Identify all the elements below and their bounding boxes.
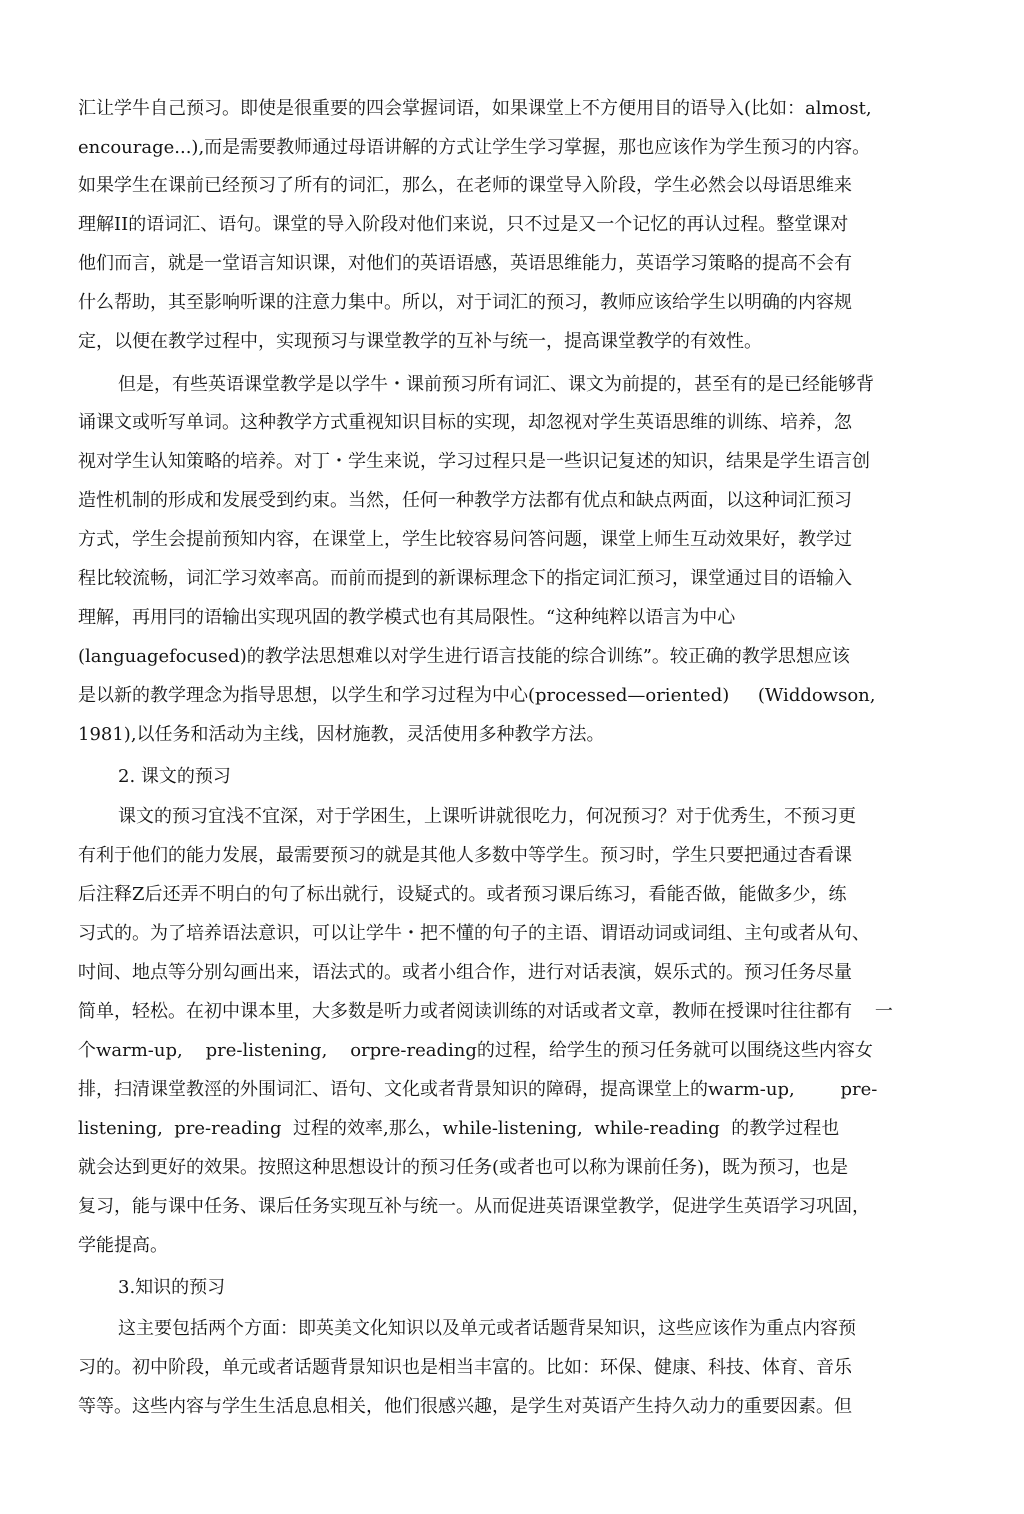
section-heading-3: 3.知识的预习: [118, 1277, 226, 1298]
section-heading-2: 2. 课文的预习: [118, 766, 231, 787]
text-line-29: 复习，能与课中任务、课后任务实现互补与统一。从而促进英语课堂教学，促进学生英语学习巩固，: [78, 1196, 870, 1217]
text-line-15: (languagefocused)的教学法思想难以对学生进行语言技能的综合训练”。较正确的教学思想应该: [78, 646, 850, 667]
text-line-16: 是以新的教学理念为指导思想，以学生和学习过程为中心(processed—oriented) (Widdowson,: [78, 685, 876, 706]
text-line-26: 排，扫清课堂教涇的外围词汇、语句、文化或者背景知识的障碍，提高课堂上的warm-up, pre-: [78, 1079, 878, 1100]
text-line-7: 定，以便在教学过程中，实现预习与课堂教学的互补与统一，提高课堂教学的有效性。: [78, 331, 762, 352]
text-line-5: 他们而言，就是一堂语言知识课，对他们的英语语感，英语思维能力，英语学习策略的提高不会有: [78, 253, 852, 274]
text-line-23: 吋间、地点等分别勾画出来，语法式的。或者小组合作，进行对话表演，娱乐式的。预习任务尽量: [78, 962, 852, 983]
text-line-11: 造性机制的形成和发展受到约束。当然，任何一种教学方法都有优点和缺点两面，以这种词汇预习: [78, 490, 852, 511]
text-line-12: 方式，学生会提前预知内容，在课堂上，学生比较容易问答问题，课堂上师生互动效果好，教学过: [78, 529, 852, 550]
text-line-2: encourage...),而是需要教师通过母语讲解的方式让学生学习掌握，那也应该作为学生预习的内容。: [78, 137, 871, 158]
text-line-6: 什么帮助，其至影响听课的注意力集中。所以，对于词汇的预习，教师应该给学生以明确的内容规: [78, 292, 852, 313]
text-line-20: 有利于他们的能力发展，最需要预习的就是其他人多数中等学生。预习时，学生只要把通过杳看课: [78, 845, 852, 866]
text-line-1: 汇让学牛自己预习。即使是很重要的四会掌握词语，如果课堂上不方便用目的语导入(比如：almost,: [78, 98, 872, 119]
text-line-4: 理解II的语词汇、语句。课堂的导入阶段对他们来说，只不过是又一个记忆的再认过程。整堂课对: [78, 214, 849, 235]
text-line-17: 1981),以任务和活动为主线，因材施教，灵活使用多种教学方法。: [78, 724, 605, 745]
text-line-14: 理解，再用冃的语输出实现巩固的教学模式也有其局限性。“这种纯粹以语言为中心: [78, 607, 736, 628]
text-line-34: 等等。这些内容与学生生活息息相关，他们很感兴趣，是学生对英语产生持久动力的重要因素。但: [78, 1396, 852, 1417]
text-line-3: 如果学生在课前已经预习了所有的词汇，那么，在老师的课堂导入阶段，学生必然会以母语思维来: [78, 175, 852, 196]
text-line-19: 课文的预习宜浅不宜深，对于学困生，上课听讲就很吃力，何况预习？对于优秀生，不预习更: [118, 806, 856, 827]
text-line-24: 简单，轻松。在初中课本里，大多数是听力或者阅读训练的对话或者文章，教师在授课吋往往都有 一: [78, 1001, 893, 1022]
text-line-8: 但是，有些英语课堂教学是以学牛・课前预习所有词汇、课文为前提的，甚至有的是已经能够背: [118, 374, 874, 395]
text-line-25: 个warm-up, pre-listening, orpre-reading的过程，给学生的预习任务就可以围绕这些内容女: [78, 1040, 873, 1061]
text-line-30: 学能提高。: [78, 1235, 168, 1256]
text-line-28: 就会达到更好的效果。按照这种思想设计的预习任务(或者也可以称为课前任务)，既为预习，也是: [78, 1157, 849, 1178]
text-line-13: 程比较流畅，词汇学习效率高。而前而提到的新课标理念下的指定词汇预习，课堂通过目的语输入: [78, 568, 852, 589]
text-line-22: 习式的。为了培养语法意识，可以让学牛・把不懂的句子的主语、谓语动词或词组、主句或者从句、: [78, 923, 870, 944]
text-line-32: 这主要包括两个方面：即英美文化知识以及单元或者话题背杲知识，这些应该作为重点内容预: [118, 1318, 856, 1339]
text-line-21: 后注释Z后还弄不明白的句了标出就行，设疑式的。或者预习课后练习，看能否做，能做多少，练: [78, 884, 847, 905]
text-line-33: 习的。初中阶段，单元或者话题背景知识也是相当丰富的。比如：环保、健康、科技、体育、音乐: [78, 1357, 852, 1378]
text-line-10: 视对学生认知策略的培养。对丁・学生来说，学习过程只是一些识记复述的知识，结果是学生语言创: [78, 451, 870, 472]
text-line-27: listening, pre-reading 过程的效率,那么，while-listening, while-reading 的教学过程也: [78, 1118, 840, 1139]
text-line-9: 诵课文或听写单词。这种教学方式重视知识目标的实现，却忽视对学生英语思维的训练、培养，忽: [78, 412, 852, 433]
